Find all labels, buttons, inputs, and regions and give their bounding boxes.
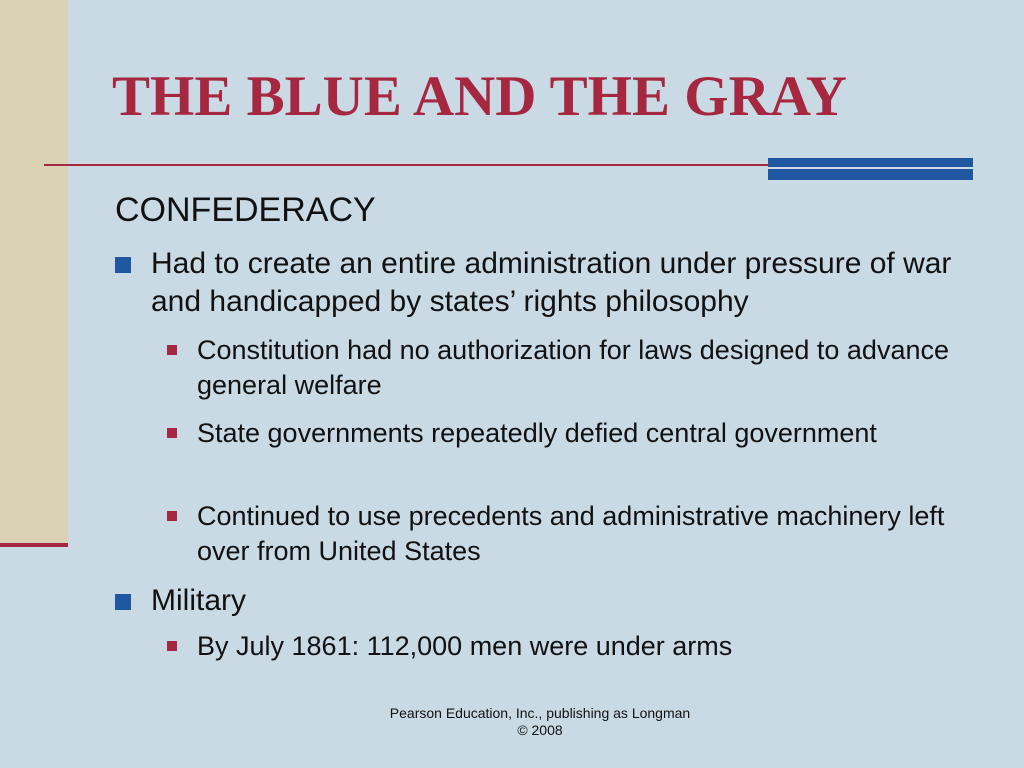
bullet-text: Military [151, 584, 246, 617]
decorative-side-rule [0, 543, 68, 547]
decorative-side-strip [0, 0, 68, 545]
sub-bullet-text: Continued to use precedents and administrative machinery left over from United States [197, 501, 945, 566]
section-heading: CONFEDERACY [115, 191, 376, 229]
sub-bullet-item-july-1861 [167, 629, 957, 664]
square-bullet-icon [115, 594, 131, 610]
square-bullet-icon [167, 345, 177, 355]
square-bullet-icon [167, 511, 177, 521]
sub-bullet-text: By July 1861: 112,000 men were under arms [197, 631, 733, 661]
footer-copyright: © 2008 [517, 722, 563, 738]
bullet-item-military [115, 582, 971, 620]
decorative-blue-bar [768, 158, 973, 180]
sub-bullet-text: Constitution had no authorization for laws designed to advance general welfare [197, 335, 949, 400]
sub-bullet-item-state-governments [167, 416, 957, 451]
slide-footer [330, 705, 750, 739]
sub-bullet-text: State governments repeatedly defied central government [197, 418, 877, 448]
footer-publisher: Pearson Education, Inc., publishing as Longman [389, 705, 691, 721]
slide-title: THE BLUE AND THE GRAY [112, 65, 847, 128]
title-underline-rule [44, 164, 774, 166]
bullet-text: Had to create an entire administration under pressure of war and handicapped by states’ rights philosophy [151, 247, 952, 318]
bullet-item-administration [115, 245, 971, 321]
sub-bullet-item-precedents [167, 499, 957, 569]
square-bullet-icon [167, 641, 177, 651]
square-bullet-icon [115, 257, 131, 273]
decorative-blue-bar-stripe [768, 167, 973, 169]
sub-bullet-item-constitution [167, 333, 957, 403]
square-bullet-icon [167, 428, 177, 438]
